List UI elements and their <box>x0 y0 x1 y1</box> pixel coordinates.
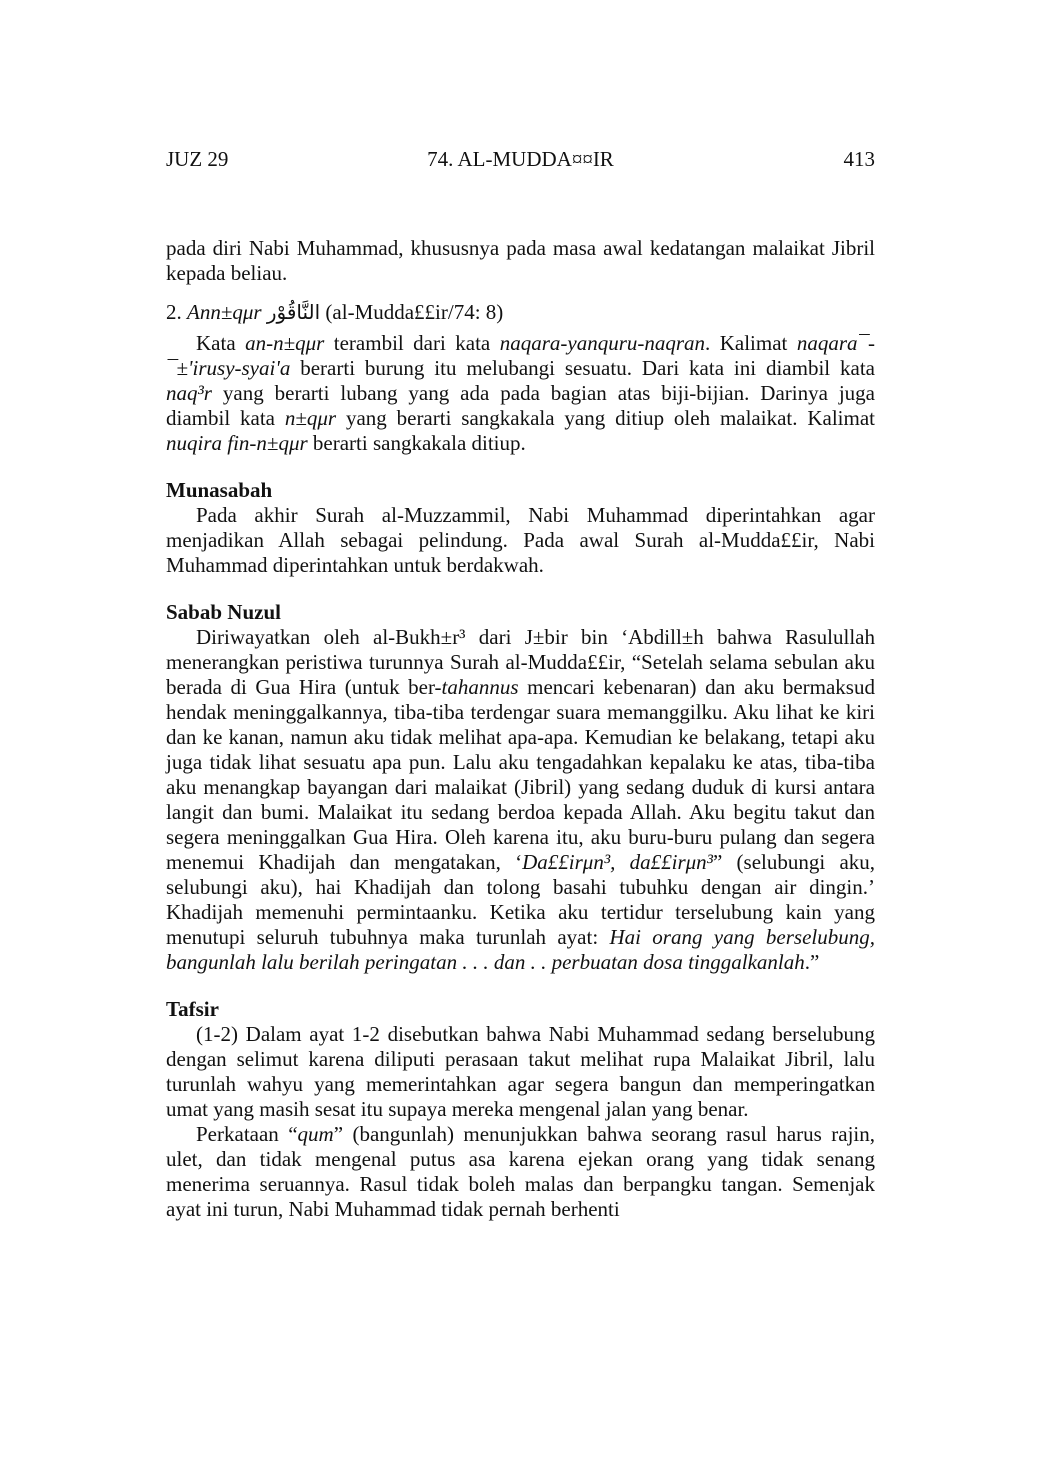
vocab-item-2-heading <box>166 300 875 325</box>
running-header <box>166 143 875 175</box>
munasabah-paragraph: Pada akhir Surah al-Muzzammil, Nabi Muhammad diperintahkan agar menjadikan Allah sebagai pelindung. Pada awal Surah al-Mudda££ir, Nabi Muhammad diperintahkan untuk berdakwah. <box>166 503 875 577</box>
tafsir-paragraph-1: (1-2) Dalam ayat 1-2 disebutkan bahwa Nabi Muhammad sedang berselubung dengan selimut karena diliputi perasaan takut melihat rupa Malaikat Jibril, lalu turunlah wahyu yang memerintahkan agar segera bangun dan memperingatkan umat yang masih sesat itu supaya mereka mengenal jalan yang benar. <box>166 1022 875 1121</box>
item-term: Ann±qμr <box>187 300 262 324</box>
surah-title: 74. AL-MUDDA¤¤IR <box>427 147 614 171</box>
tafsir-heading: Tafsir <box>166 997 219 1021</box>
page-body <box>166 236 875 1222</box>
munasabah-heading: Munasabah <box>166 478 273 502</box>
sabab-nuzul-paragraph: Diriwayatkan oleh al-Bukh±r³ dari J±bir bin ‘Abdill±h bahwa Rasulullah menerangkan peristiwa turunnya Surah al-Mudda££ir, “Setelah selama sebulan aku berada di Gua Hira (untuk ber-tahannus mencari kebenaran) dan aku bermaksud hendak meninggalkannya, tiba-tiba terdengar suara memanggilku. Aku lihat ke kiri dan ke kanan, namun aku tidak melihat apa-apa. Kemudian ke belakang, tetapi aku juga tidak lihat sesuatu apa pun. Lalu aku tengadahkan kepalaku ke atas, tiba-tiba aku menangkap bayangan dari malaikat (Jibril) yang sedang duduk di kursi antara langit dan bumi. Malaikat itu sedang berdoa kepada Allah. Aku begitu takut dan segera meninggalkan Gua Hira. Oleh karena itu, aku buru-buru pulang dan segera menemui Khadijah dan mengatakan, ‘Da££irμn³, da££irμn³” (selubungi aku, selubungi aku), hai Khadijah dan tolong basahi tubuhku dengan air dingin.’ Khadijah memenuhi permintaanku. Ketika aku tertidur terselubung kain yang menutupi seluruh tubuhnya maka turunlah ayat: Hai orang yang berselubung, bangunlah lalu berilah peringatan . . . dan . . perbuatan dosa tinggalkanlah.” <box>166 625 876 974</box>
item-number: 2. <box>166 300 182 324</box>
page-number: 413 <box>843 147 875 171</box>
item-reference: (al-Mudda££ir/74: 8) <box>325 300 504 324</box>
sabab-nuzul-heading: Sabab Nuzul <box>166 600 281 624</box>
tafsir-paragraph-2: Perkataan “qum” (bangunlah) menunjukkan bahwa seorang rasul harus rajin, ulet, dan tidak mengenal putus asa karena ejekan orang yang tidak senang menerima seruannya. Rasul tidak boleh malas dan berpangku tangan. Semenjak ayat ini turun, Nabi Muhammad tidak pernah berhenti <box>166 1122 875 1221</box>
juz-label: JUZ 29 <box>166 147 229 171</box>
intro-paragraph: pada diri Nabi Muhammad, khususnya pada masa awal kedatangan malaikat Jibril kepada beliau. <box>166 236 875 285</box>
item-arabic-term: النَّاقُوْر <box>266 300 321 324</box>
vocab-item-2-paragraph: Kata an-n±qμr terambil dari kata naqara-yanquru-naqran. Kalimat naqara¯-¯±'irusy-syai'a berarti burung itu melubangi sesuatu. Dari kata ini diambil kata naq³r yang berarti lubang yang ada pada bagian atas biji-bijian. Darinya juga diambil kata n±qμr yang berarti sangkakala yang ditiup oleh malaikat. Kalimat nuqira fin-n±qμr berarti sangkakala ditiup. <box>166 331 875 455</box>
